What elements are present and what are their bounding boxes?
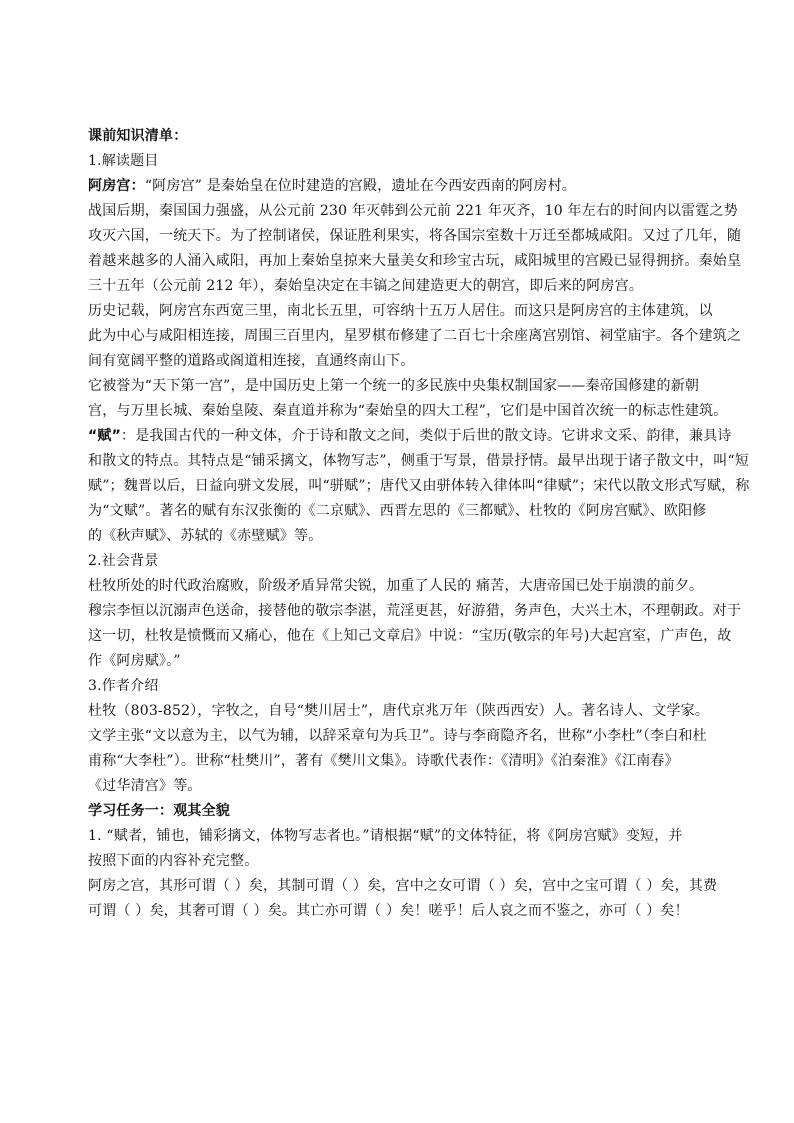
paragraph-beijing xyxy=(88,574,742,674)
paragraph-line xyxy=(88,424,732,449)
paragraph-line: 间有宽阔平整的道路或阁道相连接，直通终南山下。 xyxy=(88,353,415,369)
paragraph-lishi xyxy=(88,299,742,374)
paragraph-line: 杜牧（803-852），字牧之，自号“樊川居士”，唐代京兆万年（陕西西安）人。著名诗人、文学家。 xyxy=(88,703,710,719)
paragraph-line: 为“文赋”。著名的赋有东汉张衡的《二京赋》、西晋左思的《三都赋》、杜牧的《阿房宫赋》、欧阳修 xyxy=(88,503,707,519)
paragraph-line: 阿房之宫，其形可谓（ ）矣，其制可谓（ ）矣，宫中之女可谓（ ）矣，宫中之宝可谓（ ）矣，其费 xyxy=(88,878,718,894)
paragraph-line: 着越来越多的人涌入咸阳，再加上秦始皇掠来大量美女和珍宝古玩，咸阳城里的宫殿已显得拥挤。秦始皇 xyxy=(88,253,742,269)
paragraph-line: 历史记载，阿房宫东西宽三里，南北长五里，可容纳十五万人居住。而这只是阿房宫的主体建筑，以 xyxy=(88,303,713,319)
paragraph-zuozhe xyxy=(88,699,722,799)
paragraph-zhanguo xyxy=(88,199,742,299)
paragraph-fu xyxy=(88,424,750,549)
paragraph-line: 赋”；魏晋以后，日益向骈文发展，叫“骈赋”；唐代又由骈体转入律体叫“律赋”；宋代以散文形式写赋，称 xyxy=(88,478,750,494)
paragraph-line: 按照下面的内容补充完整。 xyxy=(88,853,259,869)
paragraph-line: 可谓（ ）矣，其奢可谓（ ）矣。其亡亦可谓（ ）矣！嗟乎！后人哀之而不鉴之，亦可（ ）矣！ xyxy=(88,903,689,919)
paragraph-line: 文学主张“文以意为主，以气为辅，以辞采章句为兵卫”。诗与李商隐齐名，世称“小李杜”（李白和杜 xyxy=(88,728,707,744)
section3-title: 3.作者介绍 xyxy=(88,678,159,694)
question-1 xyxy=(88,824,722,874)
afanggong-label: 阿房宫： xyxy=(88,178,145,194)
paragraph-line: 作《阿房赋》。” xyxy=(88,653,181,669)
paragraph-tianxia xyxy=(88,374,728,424)
task1-title: 学习任务一：观其全貌 xyxy=(88,803,230,819)
paragraph-line: 《过华清宫》等。 xyxy=(88,778,202,794)
paragraph-line: 此为中心与咸阳相连接，周围三百里内，星罗棋布修建了二百七十余座离宫别馆、祠堂庙宇。各个建筑之 xyxy=(88,328,742,344)
paragraph-line: 穆宗李恒以沉溺声色送命，接替他的敬宗李湛，荒淫更甚，好游猎，务声色，大兴土木，不理朝政。对于 xyxy=(88,603,742,619)
fu-label: “赋” xyxy=(88,428,122,444)
document-body xyxy=(88,124,750,924)
paragraph-line: 甫称“大李杜”）。世称“杜樊川”，著有《樊川文集》。诗歌代表作：《清明》《泊秦淮》《江南春》 xyxy=(88,753,679,769)
paragraph-afanggong xyxy=(88,174,722,199)
paragraph-line: 1. “赋者，铺也，铺彩摛文，体物写志者也。”请根据“赋”的文体特征，将《阿房宫赋》变短，并 xyxy=(88,828,683,844)
paragraph-line: 攻灭六国，一统天下。为了控制诸侯，保证胜利果实，将各国宗室数十万迁至都城咸阳。又过了几年，随 xyxy=(88,228,742,244)
paragraph-line: 杜牧所处的时代政治腐败，阶级矛盾异常尖锐，加重了人民的 痛苦，大唐帝国已处于崩溃的前夕。 xyxy=(88,578,704,594)
paragraph-line: 这一切，杜牧是愤慨而又痛心，他在《上知己文章启》中说：“宝历(敬宗的年号)大起宫室，广声色，故 xyxy=(88,628,732,644)
paragraph-line: 和散文的特点。其特点是“铺采摛文，体物写志”，侧重于写景，借景抒情。最早出现于诸子散文中，叫“短 xyxy=(88,453,750,469)
question-1-fill-in xyxy=(88,874,722,924)
paragraph-line: 它被誉为“天下第一宫”，是中国历史上第一个统一的多民族中央集权制国家——秦帝国修建的新朝 xyxy=(88,378,700,394)
heading-checklist: 课前知识清单： xyxy=(88,128,188,144)
paragraph-line: 三十五年（公元前 212 年），秦始皇决定在丰镐之间建造更大的朝宫，即后来的阿房宫。 xyxy=(88,278,644,294)
section2-title: 2.社会背景 xyxy=(88,553,159,569)
afanggong-text: “阿房宫” 是秦始皇在位时建造的宫殿，遗址在今西安西南的阿房村。 xyxy=(144,178,576,194)
section1-title: 1.解读题目 xyxy=(88,153,159,169)
paragraph-line: 宫，与万里长城、秦始皇陵、秦直道并称为“秦始皇的四大工程”，它们是中国首次统一的标志性建筑。 xyxy=(88,403,728,419)
paragraph-line: 战国后期，秦国国力强盛，从公元前 230 年灭韩到公元前 221 年灭齐，10 年左右的时间内以雷霆之势 xyxy=(88,203,738,219)
fu-text: ：是我国古代的一种文体，介于诗和散文之间，类似于后世的散文诗。它讲求文采、韵律，兼具诗 xyxy=(121,428,732,444)
paragraph-line: 的《秋声赋》、苏轼的《赤壁赋》等。 xyxy=(88,528,323,544)
